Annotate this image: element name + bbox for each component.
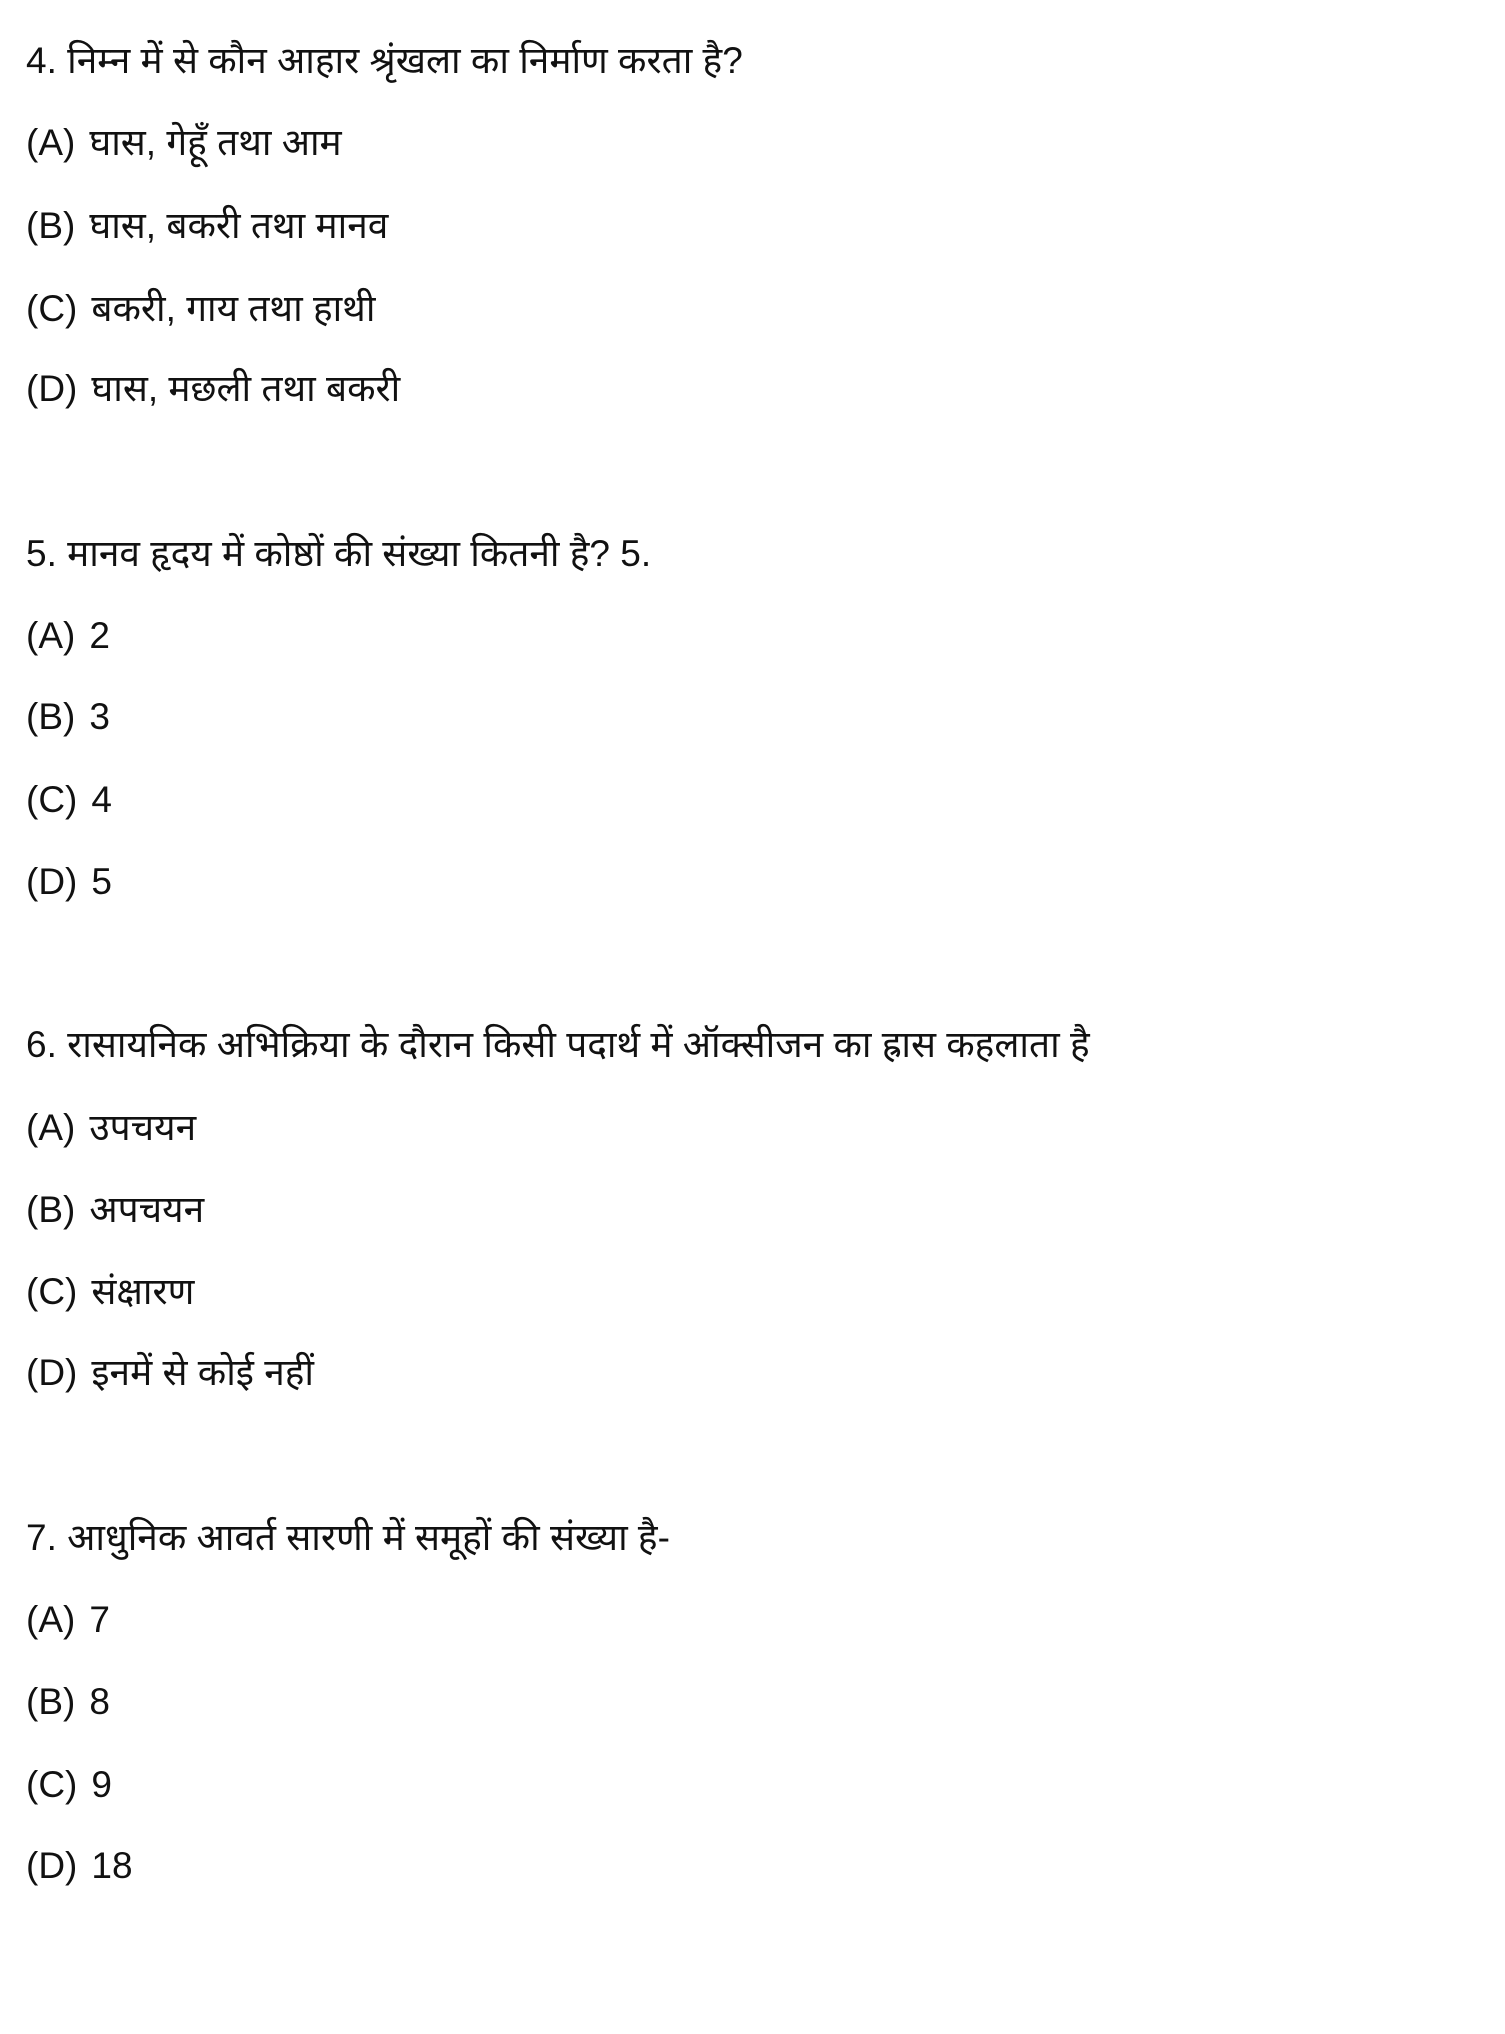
option-label: (B) [26,696,76,737]
option-text: घास, मछली तथा बकरी [91,368,401,409]
question-5-option-d [26,859,112,905]
option-text: बकरी, गाय तथा हाथी [91,288,376,329]
option-text: इनमें से कोई नहीं [91,1352,314,1393]
option-text: 3 [89,696,110,737]
question-6-option-d [26,1350,314,1396]
question-4-option-a [26,120,342,166]
option-text: घास, बकरी तथा मानव [89,205,389,246]
question-5-option-b [26,694,110,740]
option-text: घास, गेहूँ तथा आम [89,122,342,163]
option-label: (A) [26,122,76,163]
option-text: संक्षारण [91,1271,195,1312]
option-label: (B) [26,1189,76,1230]
question-7-option-b [26,1679,110,1725]
option-label: (B) [26,1681,76,1722]
question-6-text: 6. रासायनिक अभिक्रिया के दौरान किसी पदार्थ में ऑक्सीजन का ह्रास कहलाता है [26,1024,1090,1065]
option-text: अपचयन [89,1189,205,1230]
option-text: 4 [91,779,112,820]
question-4-option-b [26,203,388,249]
option-label: (D) [26,861,78,902]
option-label: (C) [26,779,78,820]
question-5-option-a [26,613,110,659]
option-label: (A) [26,615,76,656]
option-label: (A) [26,1599,76,1640]
option-text: 8 [89,1681,110,1722]
question-4-option-d [26,366,400,412]
option-label: (B) [26,205,76,246]
option-label: (C) [26,1764,78,1805]
question-4-option-c [26,286,375,332]
option-text: 5 [91,861,112,902]
question-6-option-a [26,1105,196,1151]
question-7-option-a [26,1597,110,1643]
question-7-option-d [26,1843,133,1889]
question-6-option-c [26,1269,194,1315]
option-label: (A) [26,1107,76,1148]
question-7-text: 7. आधुनिक आवर्त सारणी में समूहों की संख्या है- [26,1517,670,1558]
option-label: (D) [26,1845,78,1886]
option-text: उपचयन [89,1107,197,1148]
question-4-text: 4. निम्न में से कौन आहार श्रृंखला का निर्माण करता है? [26,40,743,81]
option-label: (C) [26,1271,78,1312]
question-6-option-b [26,1187,204,1233]
option-text: 7 [89,1599,110,1640]
option-text: 2 [89,615,110,656]
option-label: (D) [26,1352,78,1393]
question-5-option-c [26,777,112,823]
question-5-text: 5. मानव हृदय में कोष्ठों की संख्या कितनी है? 5. [26,533,652,574]
option-text: 18 [91,1845,133,1886]
question-7-option-c [26,1762,112,1808]
option-label: (D) [26,368,78,409]
option-text: 9 [91,1764,112,1805]
option-label: (C) [26,288,78,329]
